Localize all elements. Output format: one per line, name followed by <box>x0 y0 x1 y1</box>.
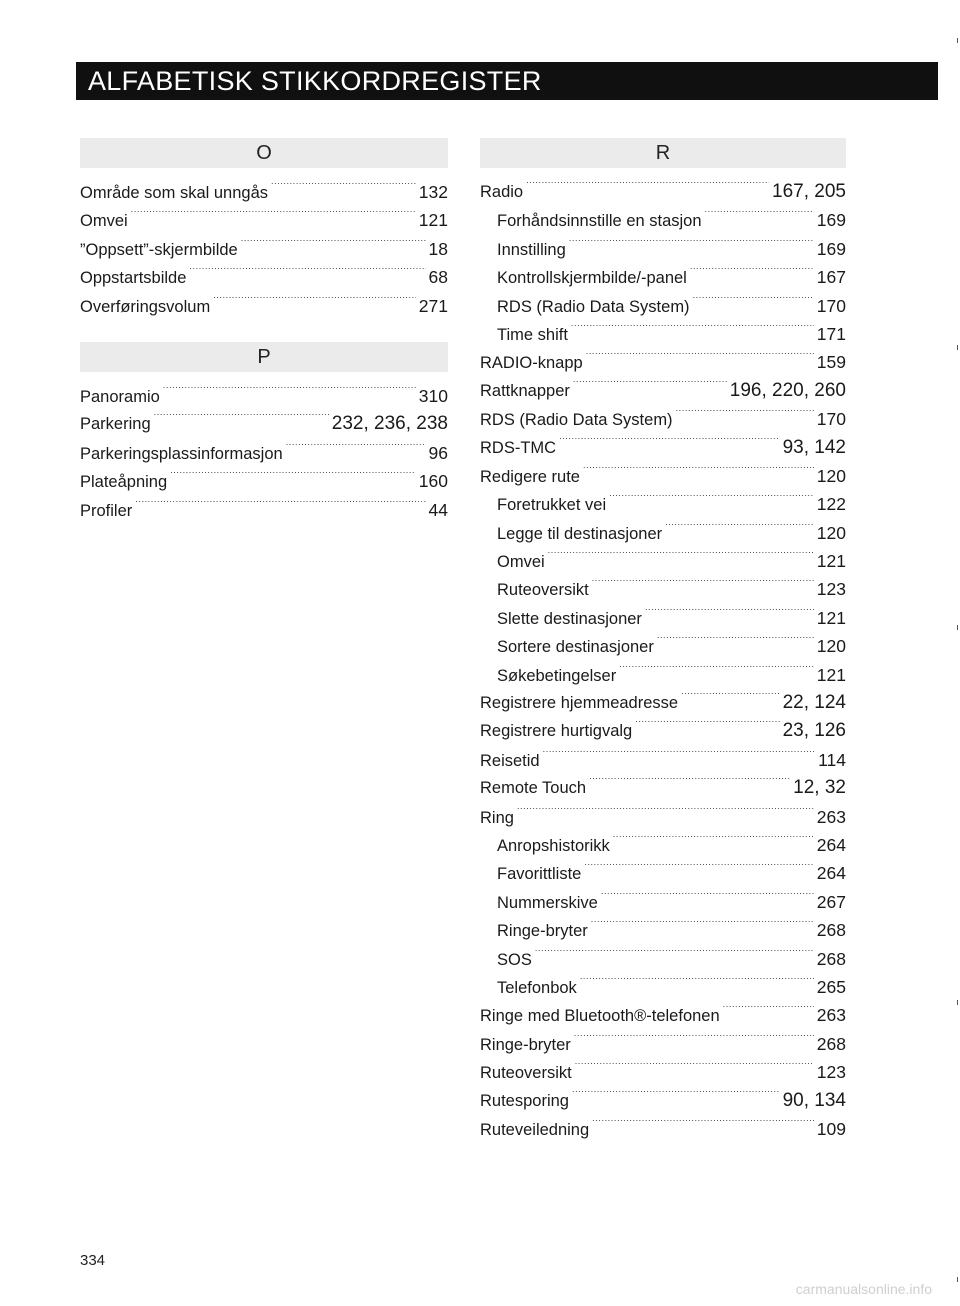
dot-leader <box>705 207 814 223</box>
index-entry-list <box>480 178 846 1143</box>
dot-leader <box>657 633 814 649</box>
dot-leader <box>569 236 814 252</box>
entry-term: Omvei <box>497 553 545 572</box>
dot-leader <box>574 1031 814 1047</box>
entry-term: Legge til destinasjoner <box>497 524 663 543</box>
index-subentry <box>480 916 846 944</box>
entry-term: Registrere hjemmeadresse <box>480 694 679 713</box>
entry-page-numbers: 267 <box>816 891 846 912</box>
entry-page-numbers: 167, 205 <box>772 181 846 202</box>
edge-mark <box>957 38 958 43</box>
index-entry <box>80 263 448 291</box>
entry-page-numbers: 167 <box>816 267 846 288</box>
watermark: carmanualsonline.info <box>795 1281 932 1297</box>
index-entry <box>80 206 448 234</box>
entry-term: Plateåpning <box>80 473 168 492</box>
page-number: 334 <box>80 1252 106 1269</box>
index-entry <box>480 1030 846 1058</box>
entry-term: RDS (Radio Data System) <box>480 411 673 430</box>
entry-term: Oppstartsbilde <box>80 269 187 288</box>
index-subentry <box>480 490 846 518</box>
dot-leader <box>690 264 814 280</box>
entry-page-numbers: 120 <box>816 522 846 543</box>
index-entry <box>80 439 448 467</box>
entry-page-numbers: 132 <box>418 182 448 202</box>
index-subentry <box>480 519 846 547</box>
index-entry <box>480 717 846 745</box>
entry-term: Redigere rute <box>480 467 580 486</box>
dot-leader <box>613 832 814 848</box>
index-subentry <box>480 320 846 348</box>
dot-leader <box>526 178 769 194</box>
index-entry <box>480 803 846 831</box>
entry-term: Telefonbok <box>497 978 577 997</box>
right-index-column <box>480 138 846 1143</box>
index-entry <box>480 1115 846 1143</box>
index-entry <box>80 467 448 495</box>
index-entry <box>480 178 846 206</box>
entry-term: Slette destinasjoner <box>497 609 642 628</box>
dot-leader <box>592 1116 814 1132</box>
index-entry <box>480 434 846 462</box>
index-subentry <box>480 888 846 916</box>
entry-term: Parkeringsplassinformasjon <box>80 444 283 463</box>
entry-term: ”Oppsett”-skjermbilde <box>80 240 238 259</box>
index-subentry <box>480 604 846 632</box>
entry-page-numbers: 12, 32 <box>793 777 846 799</box>
dot-leader <box>580 974 814 990</box>
entry-page-numbers: 121 <box>816 664 846 685</box>
entry-page-numbers: 121 <box>816 551 846 572</box>
entry-term: Parkering <box>80 415 151 434</box>
entry-term: Sortere destinasjoner <box>497 638 654 657</box>
entry-page-numbers: 120 <box>816 465 846 486</box>
entry-term: Ringe-bryter <box>497 922 588 941</box>
dot-leader <box>135 497 425 513</box>
index-entry <box>480 746 846 774</box>
entry-page-numbers: 159 <box>816 352 846 373</box>
dot-leader <box>584 860 813 876</box>
index-entry <box>480 348 846 376</box>
index-subentry <box>480 831 846 859</box>
entry-term: Remote Touch <box>480 779 587 798</box>
entry-term: Ruteoversikt <box>497 581 589 600</box>
index-subentry <box>480 575 846 603</box>
entry-page-numbers: 109 <box>816 1118 846 1139</box>
index-title: ALFABETISK STIKKORDREGISTER <box>88 66 542 96</box>
entry-term: Forhåndsinnstille en stasjon <box>497 212 702 231</box>
entry-page-numbers: 93, 142 <box>782 436 846 458</box>
entry-page-numbers: 121 <box>816 607 846 628</box>
entry-page-numbers: 170 <box>816 409 846 430</box>
entry-page-numbers: 171 <box>816 323 846 344</box>
dot-leader <box>189 264 425 280</box>
entry-term: Ruteveiledning <box>480 1120 590 1139</box>
index-subentry <box>480 632 846 660</box>
entry-term: Registrere hurtigvalg <box>480 722 633 741</box>
dot-leader <box>635 717 779 733</box>
entry-page-numbers: 22, 124 <box>782 692 846 714</box>
index-subentry <box>480 661 846 689</box>
entry-page-numbers: 169 <box>816 238 846 259</box>
dot-leader <box>573 377 727 393</box>
index-entry <box>480 462 846 490</box>
dot-leader <box>571 321 814 337</box>
dot-leader <box>676 406 814 422</box>
entry-page-numbers: 271 <box>418 295 448 316</box>
entry-page-numbers: 23, 126 <box>782 720 846 742</box>
entry-term: Omvei <box>80 212 128 231</box>
index-subentry <box>480 206 846 234</box>
edge-mark <box>957 345 958 350</box>
entry-page-numbers: 68 <box>428 267 448 288</box>
index-entry <box>80 178 448 206</box>
entry-term: Rattknapper <box>480 381 570 400</box>
index-entry <box>480 689 846 717</box>
dot-leader <box>586 349 814 365</box>
entry-page-numbers: 268 <box>816 948 846 969</box>
index-entry <box>80 235 448 263</box>
index-subentry <box>480 292 846 320</box>
entry-page-numbers: 114 <box>818 749 846 770</box>
entry-term: Kontrollskjermbilde/-panel <box>497 269 687 288</box>
entry-term: Ringe med Bluetooth®-telefonen <box>480 1007 720 1026</box>
index-entry-list <box>80 382 448 524</box>
index-header-bar <box>76 62 938 100</box>
entry-term: Reisetid <box>480 751 540 770</box>
index-entry <box>480 377 846 405</box>
index-subentry <box>480 945 846 973</box>
dot-leader <box>286 440 426 456</box>
entry-page-numbers: 120 <box>816 636 846 657</box>
left-index-column <box>80 138 448 524</box>
entry-term: Foretrukket vei <box>497 496 607 515</box>
entry-term: Ruteoversikt <box>480 1064 572 1083</box>
entry-page-numbers: 121 <box>418 210 448 231</box>
entry-page-numbers: 123 <box>816 1062 846 1083</box>
entry-term: Søkebetingelser <box>497 666 617 685</box>
dot-leader <box>645 605 814 621</box>
entry-page-numbers: 122 <box>816 494 846 515</box>
index-entry-list <box>80 178 448 320</box>
entry-term: Panoramio <box>80 387 160 406</box>
dot-leader <box>154 410 329 426</box>
index-entry <box>480 1087 846 1115</box>
dot-leader <box>131 207 416 223</box>
dot-leader <box>572 1087 780 1103</box>
dot-leader <box>213 293 416 309</box>
dot-leader <box>601 889 814 905</box>
dot-leader <box>693 293 814 309</box>
entry-term: Radio <box>480 183 524 201</box>
entry-page-numbers: 18 <box>428 238 448 259</box>
entry-page-numbers: 268 <box>816 1033 846 1054</box>
index-entry <box>480 405 846 433</box>
dot-leader <box>271 179 416 195</box>
index-subentry <box>480 973 846 1001</box>
dot-leader <box>665 520 814 536</box>
entry-page-numbers: 263 <box>816 806 846 827</box>
entry-term: Område som skal unngås <box>80 184 269 202</box>
index-entry <box>80 292 448 320</box>
entry-page-numbers: 265 <box>816 976 846 997</box>
section-letter-heading: O <box>80 138 448 168</box>
dot-leader <box>535 946 814 962</box>
dot-leader <box>591 917 814 933</box>
entry-page-numbers: 123 <box>816 579 846 600</box>
entry-page-numbers: 196, 220, 260 <box>729 379 846 401</box>
index-entry <box>80 410 448 438</box>
entry-term: Anropshistorikk <box>497 836 610 855</box>
entry-page-numbers: 44 <box>428 499 448 520</box>
entry-page-numbers: 268 <box>816 920 846 941</box>
entry-term: Nummerskive <box>497 893 598 912</box>
dot-leader <box>723 1002 814 1018</box>
dot-leader <box>241 236 426 252</box>
entry-term: RDS (Radio Data System) <box>497 297 690 316</box>
entry-page-numbers: 232, 236, 238 <box>331 413 448 435</box>
entry-term: Innstilling <box>497 240 566 259</box>
entry-term: SOS <box>497 950 532 969</box>
entry-term: Rutesporing <box>480 1091 569 1110</box>
entry-page-numbers: 96 <box>428 442 448 463</box>
entry-term: Time shift <box>497 325 568 344</box>
index-entry <box>480 1001 846 1029</box>
dot-leader <box>681 689 780 705</box>
entry-term: Ring <box>480 808 514 827</box>
entry-page-numbers: 263 <box>816 1005 846 1026</box>
section-letter-heading: R <box>480 138 846 168</box>
index-subentry <box>480 235 846 263</box>
entry-term: Profiler <box>80 501 133 520</box>
entry-page-numbers: 264 <box>816 863 846 884</box>
dot-leader <box>543 747 815 763</box>
dot-leader <box>517 804 814 820</box>
index-entry <box>80 496 448 524</box>
section-letter-heading: P <box>80 342 448 372</box>
dot-leader <box>609 491 814 507</box>
entry-page-numbers: 170 <box>816 295 846 316</box>
index-entry <box>480 1058 846 1086</box>
entry-page-numbers: 160 <box>418 471 448 492</box>
dot-leader <box>589 774 790 790</box>
dot-leader <box>170 468 416 484</box>
index-subentry <box>480 859 846 887</box>
dot-leader <box>592 576 814 592</box>
dot-leader <box>583 463 814 479</box>
entry-term: Ringe-bryter <box>480 1035 571 1054</box>
dot-leader <box>559 434 780 450</box>
entry-page-numbers: 310 <box>418 385 448 406</box>
index-subentry <box>480 547 846 575</box>
entry-page-numbers: 264 <box>816 834 846 855</box>
dot-leader <box>575 1059 814 1075</box>
dot-leader <box>548 548 814 564</box>
entry-page-numbers: 169 <box>816 210 846 231</box>
entry-page-numbers: 90, 134 <box>782 1089 846 1111</box>
entry-term: RDS-TMC <box>480 438 557 457</box>
edge-mark <box>957 1000 958 1005</box>
index-entry <box>80 382 448 410</box>
entry-term: Favorittliste <box>497 865 582 884</box>
entry-term: Overføringsvolum <box>80 297 211 316</box>
dot-leader <box>619 662 814 678</box>
edge-mark <box>957 625 958 630</box>
dot-leader <box>163 383 416 399</box>
index-subentry <box>480 263 846 291</box>
index-entry <box>480 774 846 802</box>
entry-term: RADIO-knapp <box>480 354 583 373</box>
edge-mark <box>957 1277 958 1282</box>
